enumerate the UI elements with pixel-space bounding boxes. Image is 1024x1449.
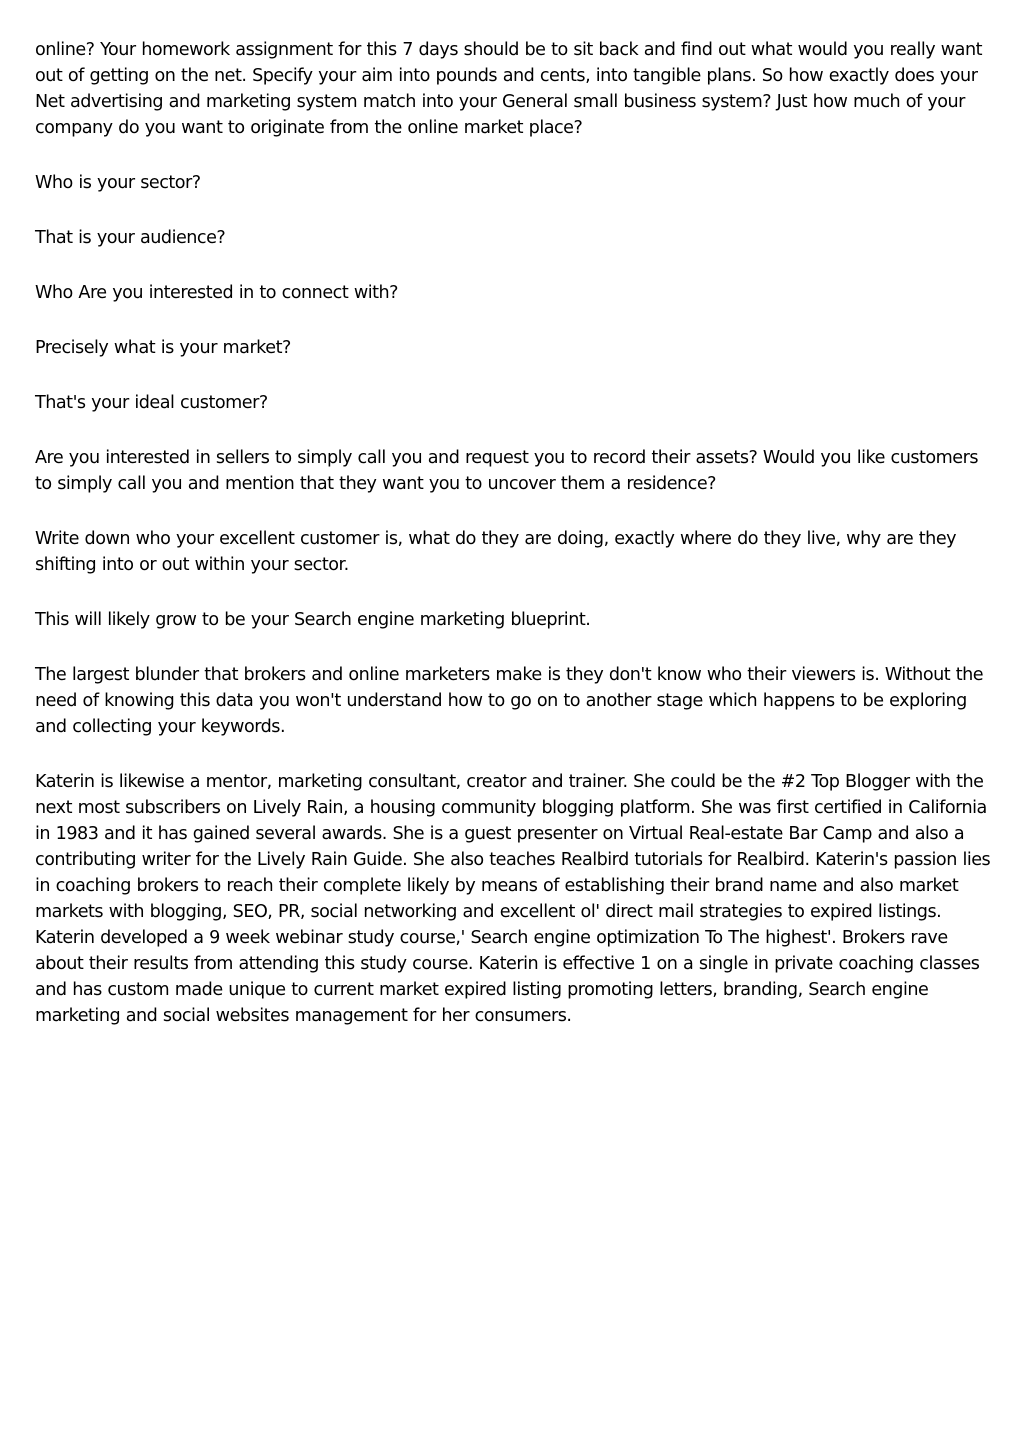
paragraph-largest-blunder: The largest blunder that brokers and online marketers make is they don't know who their viewers is. Without the need of knowing this data you won't understand how to go on to another stage which happens to be exploring and collecting your keywords. <box>35 665 984 737</box>
paragraph-intro: online? Your homework assignment for this 7 days should be to sit back and find out what would you really want out of getting on the net. Specify your aim into pounds and cents, into tangible plans. So how exactly does your Net advertising and marketing system match into your General small business system? Just how much of your company do you want to originate from the online market place? <box>35 40 983 138</box>
paragraph-write-down: Write down who your excellent customer is, what do they are doing, exactly where do they live, why are they shifting into or out within your sector. <box>35 529 957 575</box>
paragraph-question-ideal-customer: That's your ideal customer? <box>35 393 268 413</box>
paragraph-question-market: Precisely what is your market? <box>35 338 291 358</box>
paragraph-author-bio: Katerin is likewise a mentor, marketing consultant, creator and trainer. She could be the #2 Top Blogger with the next most subscribers on Lively Rain, a housing community blogging platform. She was first certified in California in 1983 and it has gained several awards. She is a guest presenter on Virtual Real-estate Bar Camp and also a contributing writer for the Lively Rain Guide. She also teaches Realbird tutorials for Realbird. Katerin's passion lies in coaching brokers to reach their complete likely by means of establishing their brand name and also market markets with blogging, SEO, PR, social networking and excellent ol' direct mail strategies to expired listings. Katerin developed a 9 week webinar study course,' Search engine optimization To The highest'. Brokers rave about their results from attending this study course. Katerin is effective 1 on a single in private coaching classes and has custom made unique to current market expired listing promoting letters, branding, Search engine marketing and social websites management for her consumers. <box>35 772 991 1026</box>
document-body <box>35 37 993 1058</box>
paragraph-question-connect: Who Are you interested in to connect with? <box>35 283 398 303</box>
paragraph-question-sector: Who is your sector? <box>35 173 201 193</box>
paragraph-sellers-customers: Are you interested in sellers to simply call you and request you to record their assets? Would you like customers to simply call you and mention that they want you to uncover them a residence? <box>35 448 979 494</box>
paragraph-blueprint: This will likely grow to be your Search engine marketing blueprint. <box>35 610 591 630</box>
paragraph-question-audience: That is your audience? <box>35 228 226 248</box>
